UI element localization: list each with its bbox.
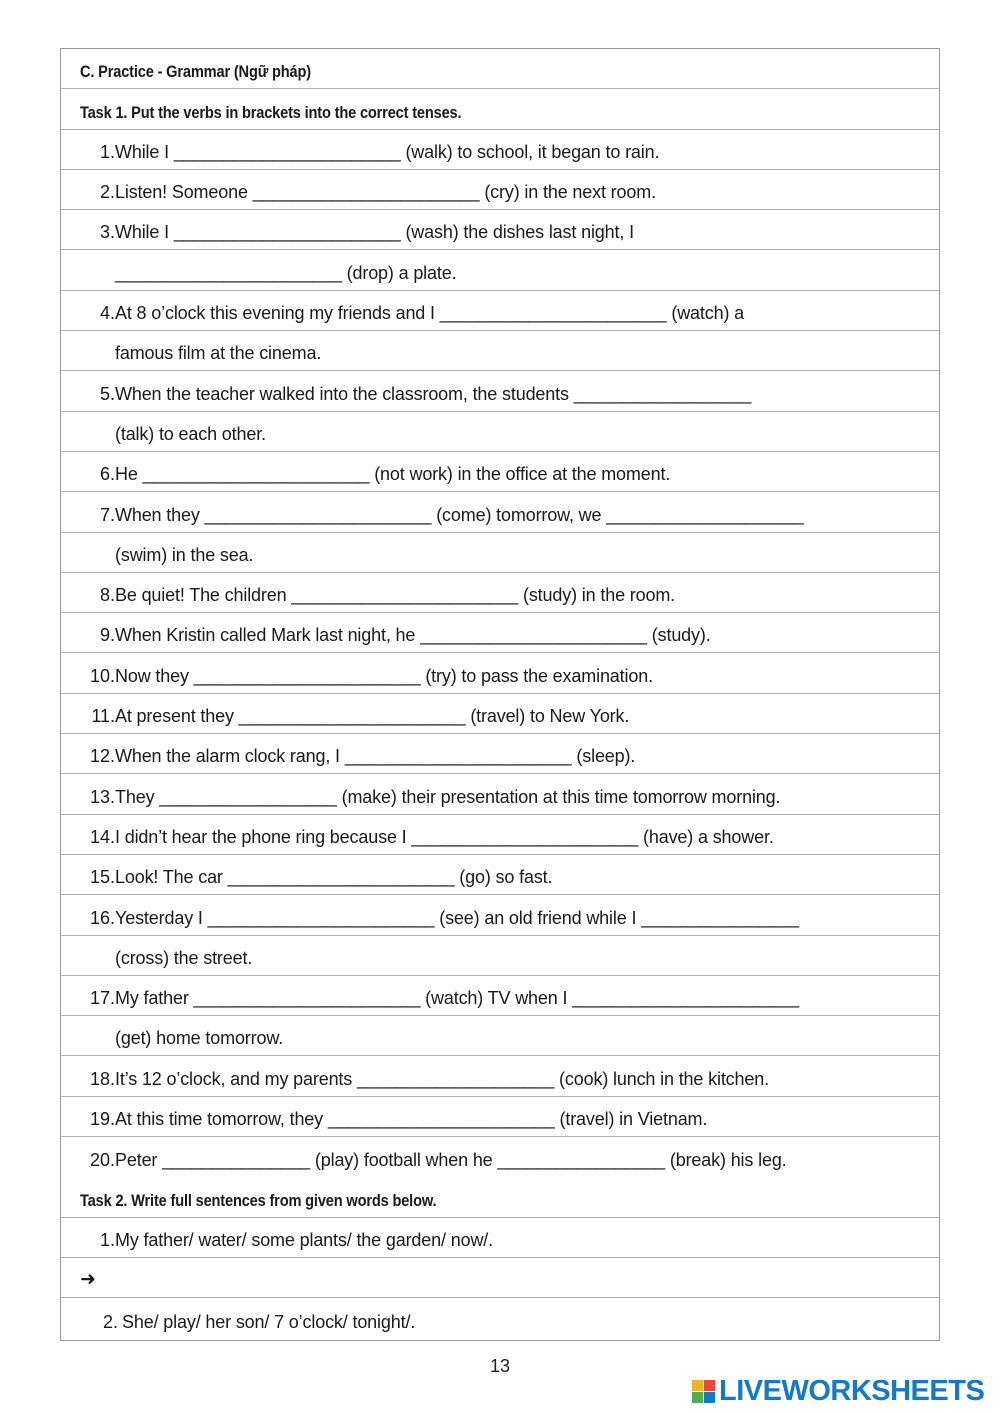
task1-item-row <box>61 1097 939 1137</box>
item-text: When the teacher walked into the classroom, the students __________________ <box>115 383 752 404</box>
item-text: Listen! Someone _______________________ (cry) in the next room. <box>115 182 656 203</box>
task1-item-row <box>61 653 939 693</box>
item-number: 18. <box>89 1068 115 1089</box>
item-number: 4. <box>99 303 115 324</box>
task1-item-row <box>61 371 939 411</box>
brand-name: LIVEWORKSHEETS <box>719 1374 985 1407</box>
task1-item-row <box>61 492 939 532</box>
task2-title-row <box>61 1177 939 1217</box>
item-number: 6. <box>99 464 115 485</box>
task1-item-row <box>61 412 939 452</box>
task1-item-row <box>61 734 939 774</box>
task1-item-row <box>61 452 939 492</box>
liveworksheets-logo <box>692 1374 984 1408</box>
item-text: When Kristin called Mark last night, he _______________________ (study). <box>115 625 711 646</box>
item-text: At this time tomorrow, they _______________________ (travel) in Vietnam. <box>115 1109 708 1130</box>
page-number: 13 <box>489 1356 511 1376</box>
task1-item-row <box>61 613 939 653</box>
item-text: Yesterday I _______________________ (see) an old friend while I ________________ <box>115 907 799 928</box>
item-number: 19. <box>89 1109 115 1130</box>
item-text: (talk) to each other. <box>115 423 266 444</box>
item-number: 11. <box>91 706 115 727</box>
item-number: 1. <box>99 141 115 162</box>
section-title-row <box>61 49 939 89</box>
item-number: 5. <box>99 383 115 404</box>
task1-item-row <box>61 573 939 613</box>
item-text: Now they _______________________ (try) to pass the examination. <box>115 665 653 686</box>
task1-item-row <box>61 210 939 250</box>
brand-logo-icon <box>692 1380 715 1403</box>
item-text: When the alarm clock rang, I _______________________ (sleep). <box>115 746 636 767</box>
item-text: At 8 o’clock this evening my friends and I _______________________ (watch) a <box>115 303 745 324</box>
task2-title: Task 2. Write full sentences from given words below. <box>80 1190 437 1210</box>
task1-item-row <box>61 694 939 734</box>
task1-title-row <box>61 89 939 129</box>
task1-item-row <box>61 130 939 170</box>
item-number: 13. <box>89 786 115 807</box>
task1-item-row <box>61 815 939 855</box>
logo-square <box>692 1392 703 1403</box>
logo-square <box>692 1380 703 1391</box>
task1-item-row <box>61 976 939 1016</box>
item-text: _______________________ (drop) a plate. <box>115 262 457 283</box>
item-number: 2. <box>99 182 115 203</box>
item-text: Look! The car _______________________ (go) so fast. <box>115 867 553 888</box>
item-text: At present they _______________________ (travel) to New York. <box>115 706 630 727</box>
item-text: My father/ water/ some plants/ the garden/ now/. <box>115 1229 493 1250</box>
item-text: When they _______________________ (come) tomorrow, we ____________________ <box>115 504 804 525</box>
item-number: 17. <box>89 988 115 1009</box>
task1-item-row <box>61 895 939 935</box>
arrow-right-icon: ➜ <box>80 1269 96 1291</box>
task1-item-row <box>61 774 939 814</box>
item-number: 16. <box>89 907 115 928</box>
section-title: C. Practice - Grammar (Ngữ pháp) <box>80 62 311 82</box>
item-text: (get) home tomorrow. <box>115 1028 284 1049</box>
item-text: (cross) the street. <box>115 947 253 968</box>
item-number: 7. <box>99 504 115 525</box>
task1-item-row <box>61 170 939 210</box>
worksheet-table <box>60 48 940 1341</box>
item-number: 9. <box>99 625 115 646</box>
item-text: My father _______________________ (watch) TV when I _______________________ <box>115 988 799 1009</box>
logo-square <box>704 1380 715 1391</box>
item-number: 15. <box>89 867 115 888</box>
task1-item-row <box>61 291 939 331</box>
item-text: While I _______________________ (wash) the dishes last night, I <box>115 222 634 243</box>
logo-square <box>704 1392 715 1403</box>
task1-item-row <box>61 1137 939 1177</box>
task1-title: Task 1. Put the verbs in brackets into the correct tenses. <box>80 102 462 122</box>
item-text: It’s 12 o’clock, and my parents ____________________ (cook) lunch in the kitchen. <box>115 1068 769 1089</box>
item-text: They __________________ (make) their presentation at this time tomorrow morning. <box>115 786 781 807</box>
item-text: I didn’t hear the phone ring because I _______________________ (have) a shower. <box>115 826 774 847</box>
task1-item-row <box>61 855 939 895</box>
item-number: 8. <box>99 585 115 606</box>
item-number: 1. <box>99 1229 115 1250</box>
answer-row[interactable] <box>61 1258 939 1298</box>
task1-items <box>61 130 939 1178</box>
item-text: Be quiet! The children _______________________ (study) in the room. <box>115 585 676 606</box>
task1-item-row <box>61 1056 939 1096</box>
task2-item-row <box>61 1218 939 1258</box>
item-text: He _______________________ (not work) in the office at the moment. <box>115 464 671 485</box>
item-text: While I _______________________ (walk) to school, it began to rain. <box>115 141 660 162</box>
task1-item-row <box>61 1016 939 1056</box>
item-number: 10. <box>89 665 115 686</box>
item-text: Peter _______________ (play) football when he _________________ (break) his leg. <box>115 1150 787 1171</box>
item-text: famous film at the cinema. <box>115 343 322 364</box>
item-text: She/ play/ her son/ 7 o’clock/ tonight/. <box>122 1311 416 1332</box>
item-text: (swim) in the sea. <box>115 544 254 565</box>
item-number: 14. <box>89 826 115 847</box>
task1-item-row <box>61 936 939 976</box>
task2-item-row <box>61 1298 939 1338</box>
task1-item-row <box>61 250 939 290</box>
task1-item-row <box>61 331 939 371</box>
task1-item-row <box>61 533 939 573</box>
item-number: 3. <box>99 222 115 243</box>
item-number: 20. <box>89 1150 115 1171</box>
item-number: 2. <box>102 1311 118 1332</box>
item-number: 12. <box>89 746 115 767</box>
